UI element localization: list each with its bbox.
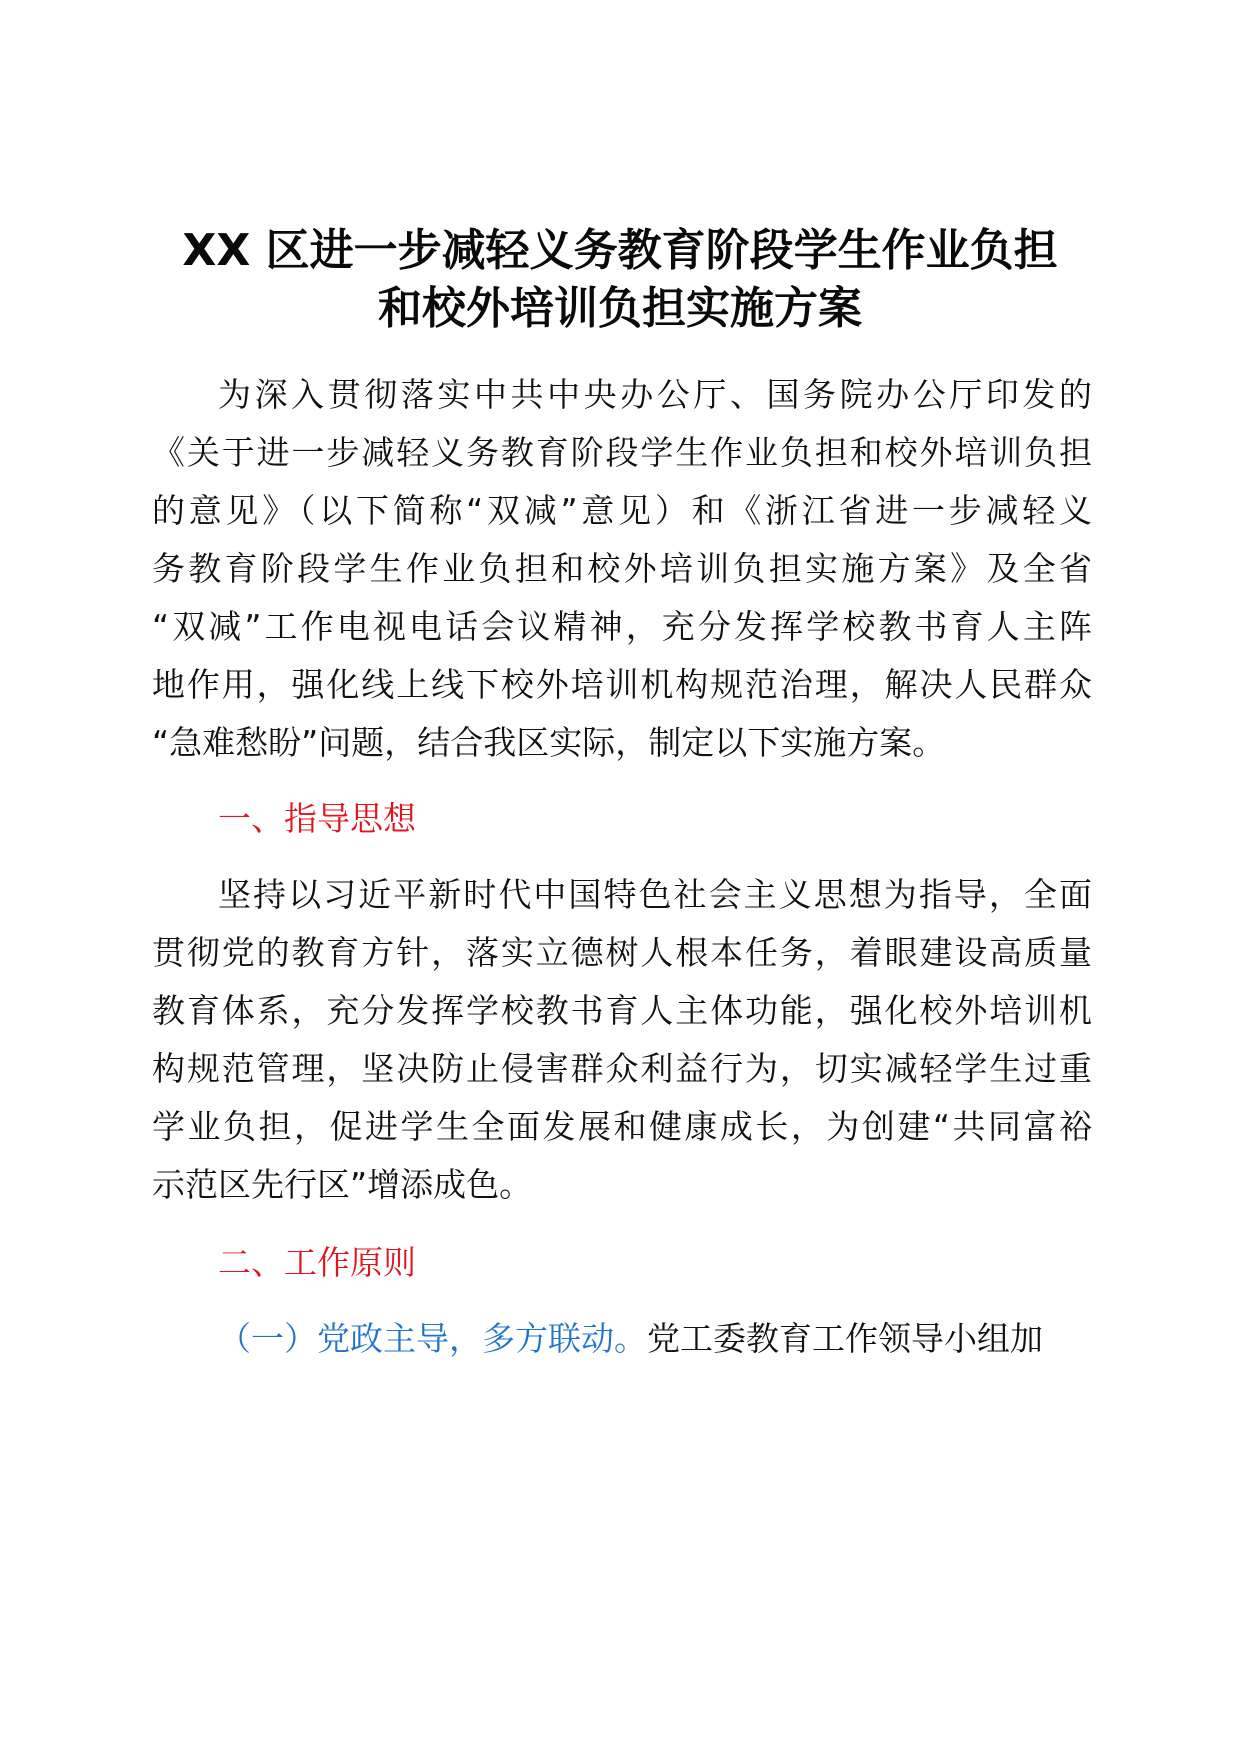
intro-line: 《关于进一步减轻义务教育阶段学生作业负担和校外培训负担 bbox=[152, 433, 1092, 472]
document-title-line-2: 和校外培训负担实施方案 bbox=[378, 283, 862, 334]
document-title-line-1: XX 区进一步减轻义务教育阶段学生作业负担 bbox=[182, 225, 1058, 276]
intro-line: “急难愁盼”问题，结合我区实际，制定以下实施方案。 bbox=[152, 723, 946, 762]
intro-line: 地作用，强化线上线下校外培训机构规范治理，解决人民群众 bbox=[152, 665, 1092, 704]
principle-1-line bbox=[218, 1317, 1092, 1361]
body-line: 贯彻党的教育方针，落实立德树人根本任务，着眼建设高质量 bbox=[152, 933, 1092, 972]
intro-line: “双减”工作电视电话会议精神，充分发挥学校教书育人主阵 bbox=[152, 607, 1092, 646]
principle-1-text: 党工委教育工作领导小组加 bbox=[647, 1319, 1043, 1358]
intro-line: 的意见》（以下简称“双减”意见）和《浙江省进一步减轻义 bbox=[152, 491, 1092, 530]
intro-line: 为深入贯彻落实中共中央办公厅、国务院办公厅印发的 bbox=[218, 375, 1092, 414]
section-heading-guiding-ideology: 一、指导思想 bbox=[218, 799, 416, 838]
body-line: 构规范管理，坚决防止侵害群众利益行为，切实减轻学生过重 bbox=[152, 1049, 1092, 1088]
section-heading-work-principles: 二、工作原则 bbox=[218, 1243, 416, 1282]
principle-1-label: （一）党政主导，多方联动。 bbox=[218, 1319, 647, 1358]
body-line: 示范区先行区”增添成色。 bbox=[152, 1165, 533, 1204]
body-line: 学业负担，促进学生全面发展和健康成长，为创建“共同富裕 bbox=[152, 1107, 1092, 1146]
body-line: 坚持以习近平新时代中国特色社会主义思想为指导，全面 bbox=[218, 875, 1092, 914]
intro-line: 务教育阶段学生作业负担和校外培训负担实施方案》及全省 bbox=[152, 549, 1092, 588]
body-line: 教育体系，充分发挥学校教书育人主体功能，强化校外培训机 bbox=[152, 991, 1092, 1030]
